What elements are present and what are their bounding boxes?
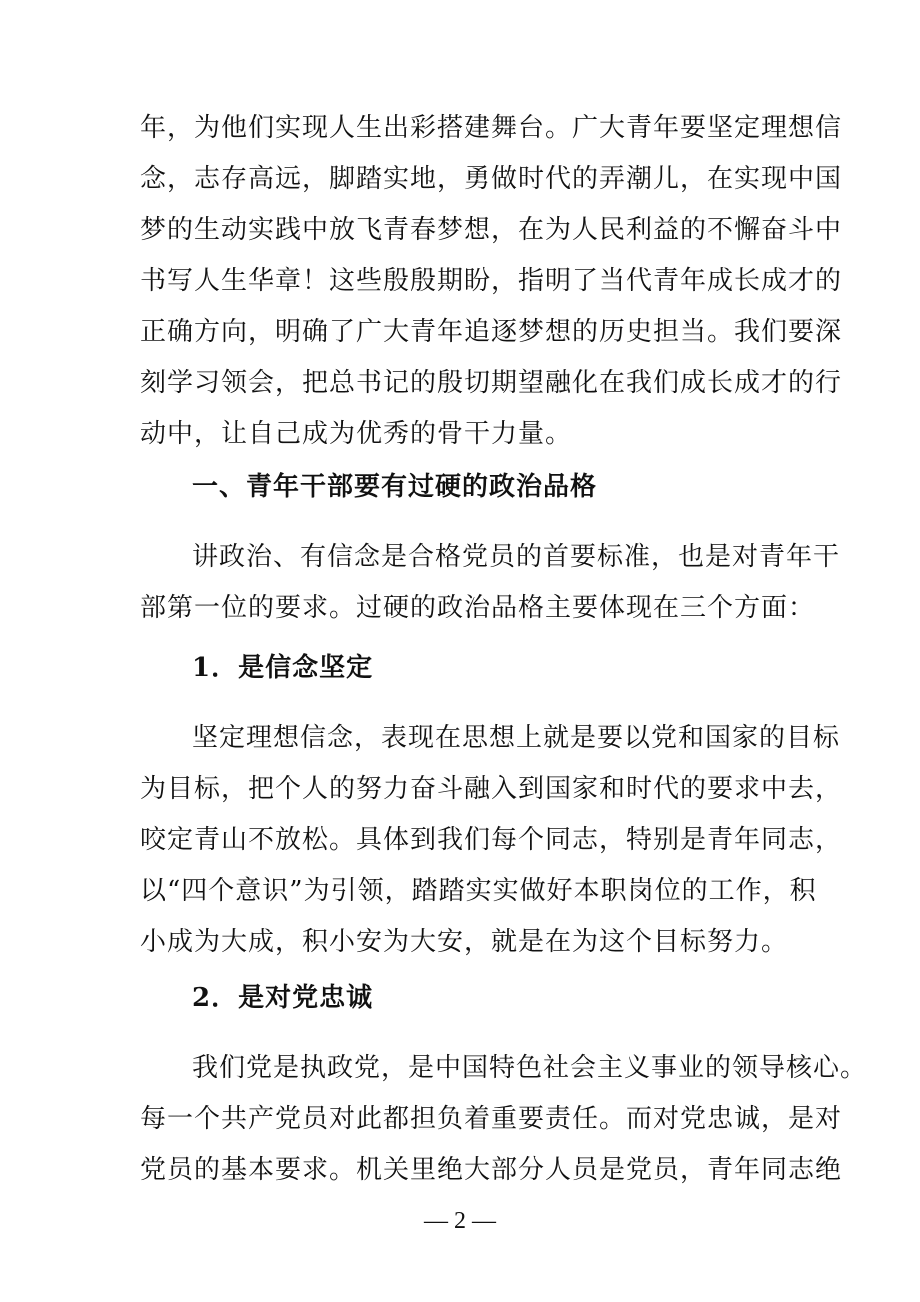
text-line: 为目标，把个人的努力奋斗融入到国家和时代的要求中去， — [140, 774, 843, 804]
section-heading — [140, 462, 788, 513]
text-line: 小成为大成，积小安为大安，就是在为这个目标努力。 — [140, 927, 789, 957]
text-line: 以“四个意识”为引领，踏踏实实做好本职岗位的工作，积 — [140, 876, 817, 906]
text-line: 我们党是执政党，是中国特色社会主义事业的领导核心。 — [192, 1053, 868, 1083]
paragraph-intro — [140, 103, 843, 460]
subheading-text: 2．是对党忠诚 — [192, 983, 374, 1013]
text-line: 部第一位的要求。过硬的政治品格主要体现在三个方面： — [140, 593, 816, 623]
section-heading-text: 一、青年干部要有过硬的政治品格 — [192, 472, 598, 502]
text-line: 党员的基本要求。机关里绝大部分人员是党员，青年同志绝 — [140, 1155, 843, 1185]
text-line: 每一个共产党员对此都担负着重要责任。而对党忠诚，是对 — [140, 1104, 843, 1134]
text-line: 讲政治、有信念是合格党员的首要标准，也是对青年干 — [192, 542, 841, 572]
text-line: 坚定理想信念，表现在思想上就是要以党和国家的目标 — [192, 723, 841, 753]
text-line: 咬定青山不放松。具体到我们每个同志，特别是青年同志， — [140, 825, 843, 855]
subheading-2 — [140, 973, 788, 1024]
text-line: 年，为他们实现人生出彩搭建舞台。广大青年要坚定理想信 — [140, 113, 843, 143]
paragraph-1 — [140, 532, 841, 634]
subheading-text: 1．是信念坚定 — [192, 653, 374, 683]
text-line: 书写人生华章！这些殷殷期盼，指明了当代青年成长成才的 — [140, 266, 843, 296]
text-line: 刻学习领会，把总书记的殷切期望融化在我们成长成才的行 — [140, 368, 843, 398]
text-line: 念，志存高远，脚踏实地，勇做时代的弄潮儿，在实现中国 — [140, 164, 843, 194]
text-line: 正确方向，明确了广大青年追逐梦想的历史担当。我们要深 — [140, 317, 843, 347]
text-line: 动中，让自己成为优秀的骨干力量。 — [140, 419, 573, 449]
page-number: — 2 — — [424, 1208, 496, 1234]
paragraph-3 — [140, 1043, 868, 1196]
paragraph-2 — [140, 713, 843, 968]
subheading-1 — [140, 643, 788, 694]
text-line: 梦的生动实践中放飞青春梦想，在为人民利益的不懈奋斗中 — [140, 215, 843, 245]
